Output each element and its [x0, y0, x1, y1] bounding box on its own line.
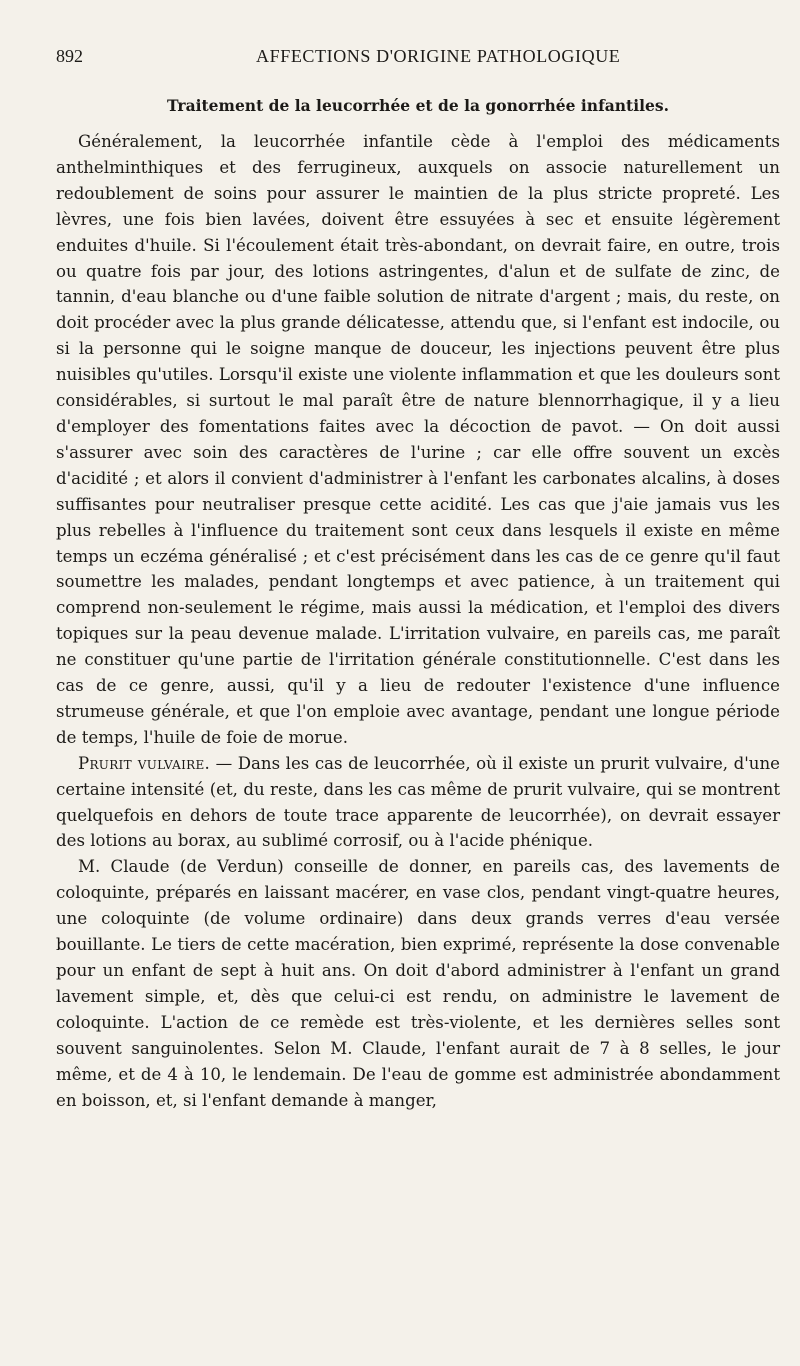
running-title: AFFECTIONS D'ORIGINE PATHOLOGIQUE [256, 46, 621, 66]
paragraph-treatment [56, 129, 780, 751]
section-title: Traitement de la leucorrhée et de la gonorrhée infantiles. [167, 96, 669, 115]
paragraph-text: M. Claude (de Verdun) conseille de donner, en pareils cas, des lavements de coloquinte, préparés en laissant macérer, en vase clos, pendant vingt-quatre heures, une coloquinte (de volume ordinaire) dans deux grands verres d'eau versée bouillante. Le tiers de cette macération, bien exprimé, représente la dose convenable pour un enfant de sept à huit ans. On doit d'abord administrer à l'enfant un grand lavement simple, et, dès que celui-ci est rendu, on administre le lavement de coloquinte. L'action de ce remède est très-violente, et les dernières selles sont souvent sanguinolentes. Selon M. Claude, l'enfant aurait de 7 à 8 selles, le jour même, et de 4 à 10, le lendemain. De l'eau de gomme est administrée abondamment en boisson, et, si l'enfant demande à manger, [56, 857, 780, 1110]
body-text [56, 129, 780, 1113]
paragraph-lead: Prurit vulvaire. [78, 753, 211, 773]
paragraph-text: Généralement, la leucorrhée infantile cède à l'emploi des médicaments anthelminthiques et des ferrugineux, auxquels on associe naturellement un redoublement de soins pour assurer le maintien de la plus stricte propreté. Les lèvres, une fois bien lavées, doivent être essuyées à sec et ensuite légèrement enduites d'huile. Si l'écoulement était très-abondant, on devrait faire, en outre, trois ou quatre fois par jour, des lotions astringentes, d'alun et de sulfate de zinc, de tannin, d'eau blanche ou d'une faible solution de nitrate d'argent ; mais, du reste, on doit procéder avec la plus grande délicatesse, attendu que, si l'enfant est indocile, ou si la personne qui le soigne manque de douceur, les injections peuvent être plus nuisibles qu'utiles. Lorsqu'il existe une violente inflammation et que les douleurs sont considérables, si surtout le mal paraît être de nature blennorrhagique, il y a lieu d'employer des fomentations faites avec la décoction de pavot. — On doit aussi s'assurer avec soin des caractères de l'urine ; car elle offre souvent un excès d'acidité ; et alors il convient d'administrer à l'enfant les carbonates alcalins, à doses suffisantes pour neutraliser presque cette acidité. Les cas que j'aie jamais vus les plus rebelles à l'influence du traitement sont ceux dans lesquels il existe en même temps un eczéma généralisé ; et c'est précisément dans les cas de ce genre qu'il faut soumettre les malades, pendant longtemps et avec patience, à un traitement qui comprend non-seulement le régime, mais aussi la médication, et l'emploi des divers topiques sur la peau devenue malade. L'irritation vulvaire, en pareils cas, me paraît ne constituer qu'une partie de l'irritation générale constitutionnelle. C'est dans les cas de ce genre, aussi, qu'il y a lieu de redouter l'existence d'une influence strumeuse générale, et que l'on emploie avec avantage, pendant une longue période de temps, l'huile de foie de morue. [56, 132, 780, 747]
page-number: 892 [56, 46, 83, 66]
running-head [56, 46, 780, 76]
paragraph-prurit [56, 751, 780, 855]
paragraph-claude [56, 854, 780, 1113]
paragraph-text: — Dans les cas de leucorrhée, où il existe un prurit vulvaire, d'une certaine intensité (et, du reste, dans les cas même de prurit vulvaire, qui se montrent quelquefois en dehors de toute trace apparente de leucorrhée), on devrait essayer des lotions au borax, au sublimé corrosif, ou à l'acide phénique. [56, 753, 780, 851]
